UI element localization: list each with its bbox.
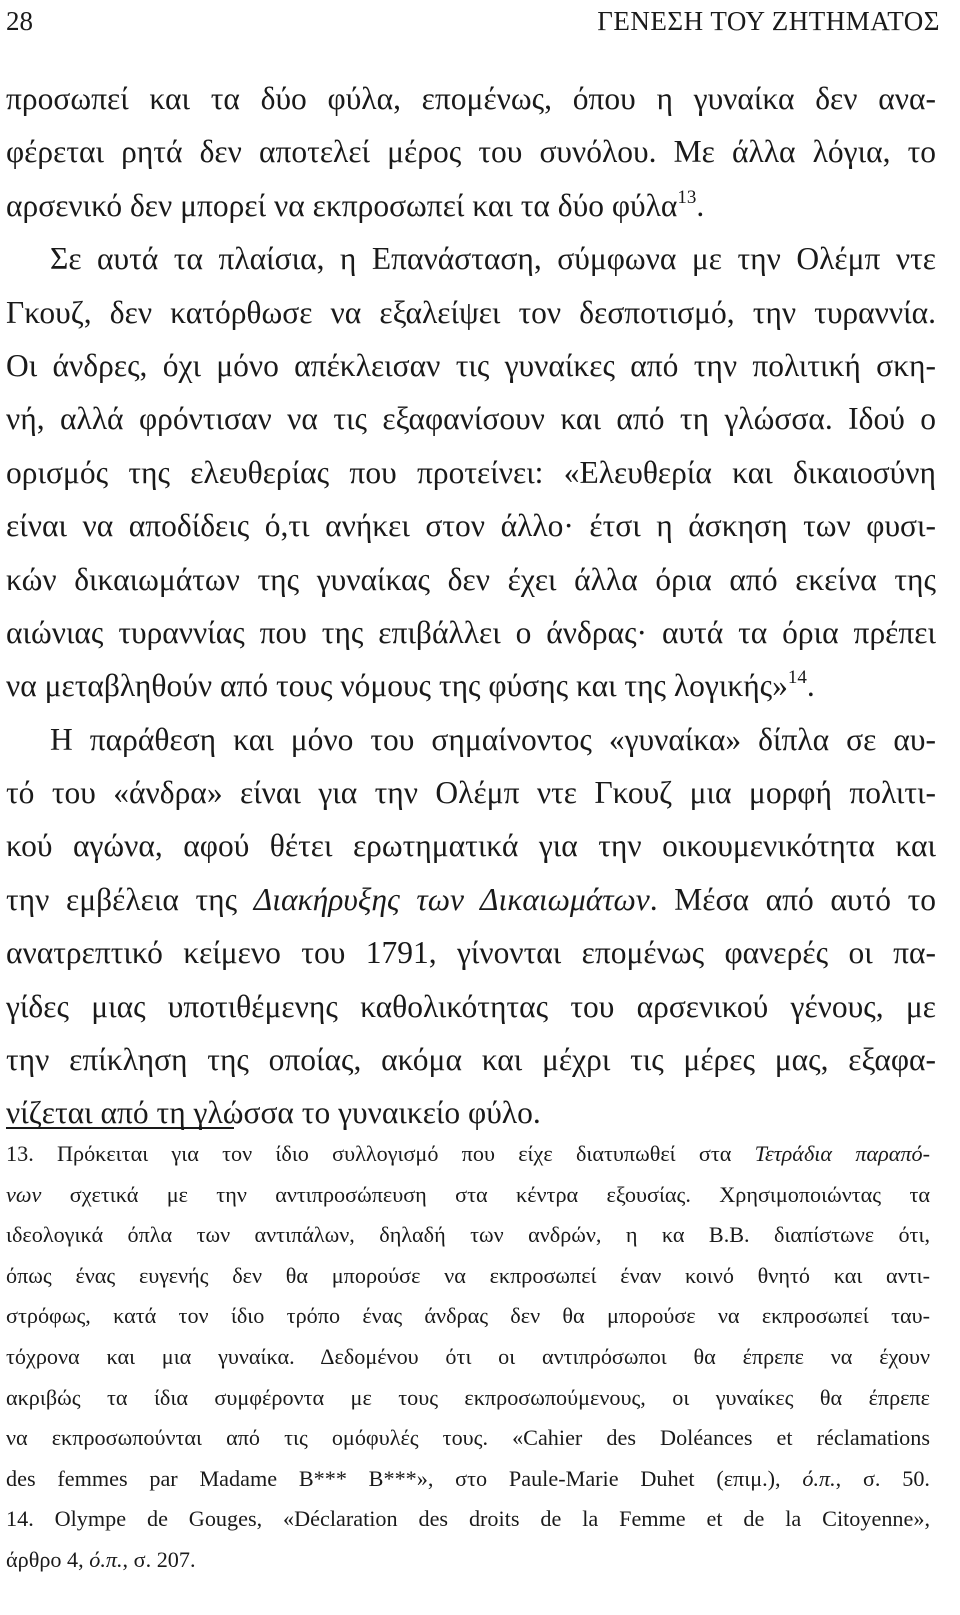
footnote-ref-13[interactable]: 13 bbox=[677, 186, 697, 208]
text-span: . bbox=[806, 668, 815, 704]
footnote-line bbox=[6, 1134, 930, 1175]
main-text bbox=[6, 72, 936, 1140]
footnote-line bbox=[6, 1540, 930, 1581]
text-span: 13. Πρόκειται για τον ίδιο συλλογισμό που είχε διατυπωθεί στα bbox=[6, 1141, 755, 1166]
page-header bbox=[6, 6, 940, 46]
footnote-line: στρόφως, κατά τον ίδιο τρόπο ένας άνδρας δεν θα μπορούσε να εκπροσωπεί ταυ- bbox=[6, 1303, 930, 1329]
text-line: κών δικαιωμάτων της γυναίκας δεν έχει άλλα όρια από εκείνα της bbox=[6, 561, 936, 597]
text-line: είναι να αποδίδεις ό,τι ανήκει στον άλλο· έτσι η άσκηση των φυσι- bbox=[6, 508, 936, 544]
text-line: αιώνιας τυραννίας που της επιβάλλει ο άνδρας· αυτά τα όρια πρέπει bbox=[6, 614, 936, 650]
page-number: 28 bbox=[6, 6, 33, 36]
text-line: τό του «άνδρα» είναι για την Ολέμπ ντε Γκουζ μια μορφή πολιτι- bbox=[6, 775, 936, 811]
text-line: Οι άνδρες, όχι μόνο απέκλεισαν τις γυναίκες από την πολιτική σκη- bbox=[6, 347, 936, 383]
text-line: Η παράθεση και μόνο του σημαίνοντος «γυναίκα» δίπλα σε αυ- bbox=[50, 721, 936, 757]
text-span: να μεταβληθούν από τους νόμους της φύσης και της λογικής» bbox=[6, 668, 788, 704]
footnote-ref-14[interactable]: 14 bbox=[787, 667, 807, 689]
footnote-separator bbox=[6, 1127, 234, 1129]
italic-abbrev: ό.π. bbox=[802, 1465, 836, 1491]
text-span: , σ. 50. bbox=[835, 1465, 930, 1491]
text-line bbox=[6, 179, 936, 232]
text-span: . bbox=[696, 187, 705, 223]
italic-title: Τετράδια παραπό- bbox=[754, 1141, 930, 1166]
text-line bbox=[6, 873, 936, 926]
text-span: την εμβέλεια της bbox=[6, 881, 254, 917]
italic-title: νων bbox=[6, 1181, 42, 1207]
italic-abbrev: ό.π. bbox=[89, 1546, 123, 1572]
footnote-line: να εκπροσωπούνται από τις ομόφυλές τους. «Cahier des Doléances et réclamations bbox=[6, 1425, 930, 1451]
text-span: άρθρο 4, bbox=[6, 1546, 90, 1572]
italic-title: Διακήρυξης των Δικαιωμάτων bbox=[253, 881, 650, 917]
text-line: κού αγώνα, αφού θέτει ερωτηματικά για την οικουμενικότητα και bbox=[6, 828, 936, 864]
text-line: Σε αυτά τα πλαίσια, η Επανάσταση, σύμφωνα με την Ολέμπ ντε bbox=[50, 241, 936, 277]
text-line: ανατρεπτικό κείμενο του 1791, γίνονται επομένως φανερές οι πα- bbox=[6, 935, 936, 971]
text-line: προσωπεί και τα δύο φύλα, επομένως, όπου η γυναίκα δεν ανα- bbox=[6, 81, 936, 116]
text-span: αρσενικό δεν μπορεί να εκπροσωπεί και τα δύο φύλα bbox=[6, 187, 678, 223]
footnote-line: όπως ένας ευγενής δεν θα μπορούσε να εκπροσωπεί έναν κοινό θνητό και αντι- bbox=[6, 1262, 930, 1288]
text-line: νή, αλλά φρόντισαν να τις εξαφανίσουν και από τη γλώσσα. Ιδού ο bbox=[6, 401, 936, 437]
text-line: την επίκληση της οποίας, ακόμα και μέχρι τις μέρες μας, εξαφα- bbox=[6, 1042, 936, 1078]
text-line bbox=[6, 659, 936, 712]
footnote-line bbox=[6, 1175, 930, 1216]
footnotes bbox=[6, 1134, 930, 1581]
text-line: ορισμός της ελευθερίας που προτείνει: «Ελευθερία και δικαιοσύνη bbox=[6, 454, 936, 490]
footnote-line: ακριβώς τα ίδια συμφέροντα με τους εκπροσωπούμενους, οι γυναίκες θα έπρεπε bbox=[6, 1384, 930, 1410]
footnote-line: τόχρονα και μια γυναίκα. Δεδομένου ότι οι αντιπρόσωποι θα έπρεπε να έχουν bbox=[6, 1343, 930, 1369]
text-span: des femmes par Madame B*** B***», στο Paule-Marie Duhet (επιμ.), bbox=[6, 1465, 803, 1491]
text-line: φέρεται ρητά δεν αποτελεί μέρος του συνόλου. Με άλλα λόγια, το bbox=[6, 134, 936, 170]
running-head: ΓΕΝΕΣΗ ΤΟΥ ΖΗΤΗΜΑΤΟΣ bbox=[597, 6, 940, 36]
text-line: Γκουζ, δεν κατόρθωσε να εξαλείψει τον δεσποτισμό, την τυραννία. bbox=[6, 294, 936, 330]
footnote-line bbox=[6, 1459, 930, 1500]
footnote-line: 14. Olympe de Gouges, «Déclaration des droits de la Femme et de la Citoyenne», bbox=[6, 1506, 930, 1532]
text-span: . Μέσα από αυτό το bbox=[649, 881, 936, 917]
text-line: νίζεται από τη γλώσσα το γυναικείο φύλο. bbox=[6, 1095, 541, 1131]
text-span: , σ. 207. bbox=[122, 1546, 196, 1572]
text-line: γίδες μιας υποτιθέμενης καθολικότητας του αρσενικού γένους, με bbox=[6, 988, 936, 1024]
footnote-line: ιδεολογικά όπλα των αντιπάλων, δηλαδή των ανδρών, η κα Β.Β. διαπίστωνε ότι, bbox=[6, 1222, 930, 1248]
text-span: σχετικά με την αντιπροσώπευση στα κέντρα εξουσίας. Χρησιμοποιώντας τα bbox=[41, 1181, 930, 1207]
